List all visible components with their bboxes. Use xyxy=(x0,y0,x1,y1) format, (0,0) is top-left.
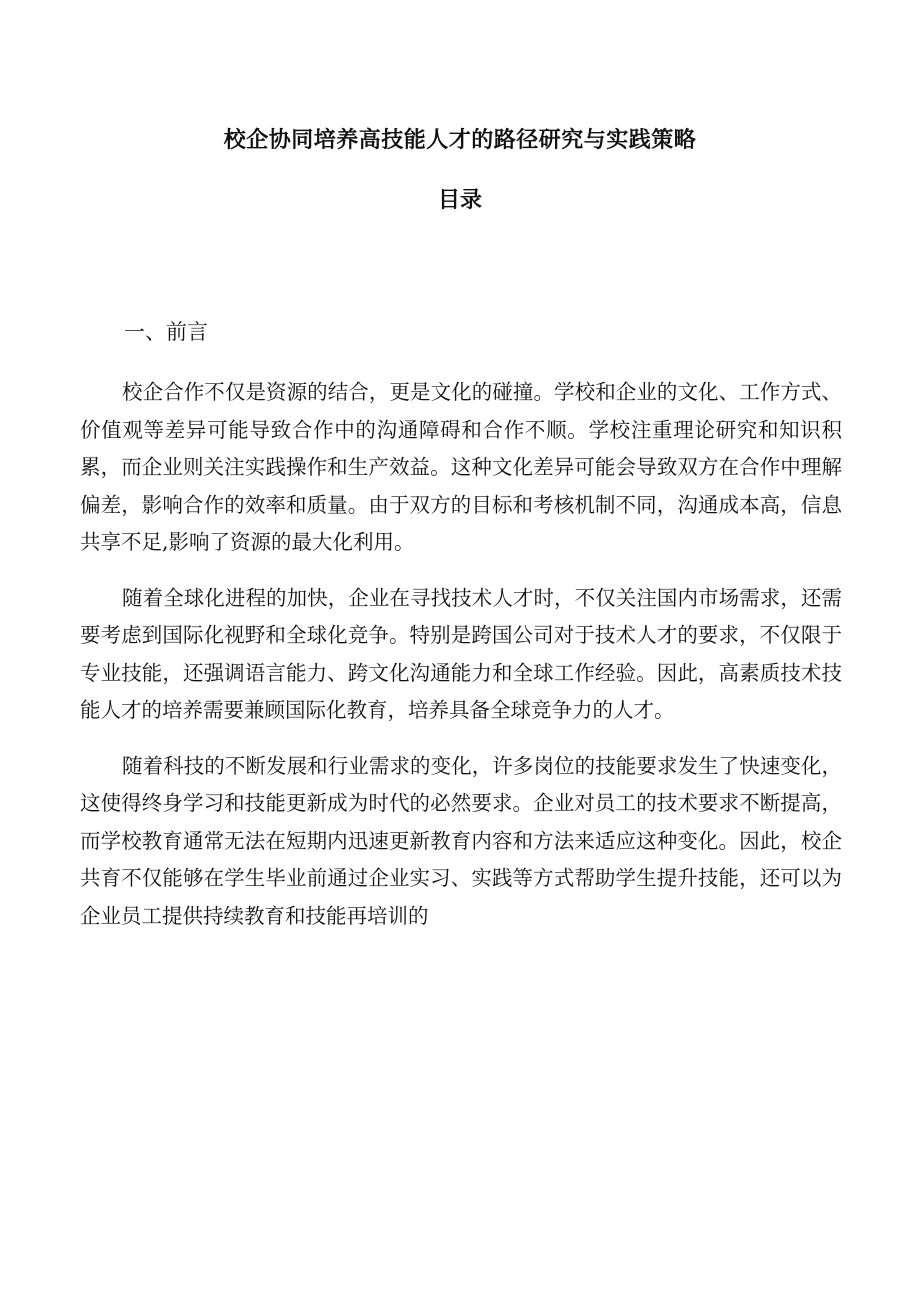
document-title: 校企协同培养高技能人才的路径研究与实践策略 xyxy=(223,127,697,153)
paragraph: 校企合作不仅是资源的结合，更是文化的碰撞。学校和企业的文化、工作方式、价值观等差异可能导致合作中的沟通障碍和合作不顺。学校注重理论研究和知识积累，而企业则关注实践操作和生产效益。这种文化差异可能会导致双方在合作中理解偏差，影响合作的效率和质量。由于双方的目标和考核机制不同，沟通成本高，信息共享不足,影响了资源的最大化利用。 xyxy=(80,380,842,554)
paragraph: 随着全球化进程的加快，企业在寻找技术人才时，不仅关注国内市场需求，还需要考虑到国际化视野和全球化竞争。特别是跨国公司对于技术人才的要求，不仅限于专业技能，还强调语言能力、跨文化沟通能力和全球工作经验。因此，高素质技术技能人才的培养需要兼顾国际化教育，培养具备全球竞争力的人才。 xyxy=(80,585,842,722)
section-heading: 一、前言 xyxy=(124,320,208,344)
body-text xyxy=(80,374,842,953)
paragraph: 随着科技的不断发展和行业需求的变化，许多岗位的技能要求发生了快速变化，这使得终身学习和技能更新成为时代的必然要求。企业对员工的技术要求不断提高，而学校教育通常无法在短期内迅速更新教育内容和方法来适应这种变化。因此，校企共育不仅能够在学生毕业前通过企业实习、实践等方式帮助学生提升技能，还可以为企业员工提供持续教育和技能再培训的 xyxy=(80,753,842,928)
toc-heading: 目录 xyxy=(437,187,482,213)
